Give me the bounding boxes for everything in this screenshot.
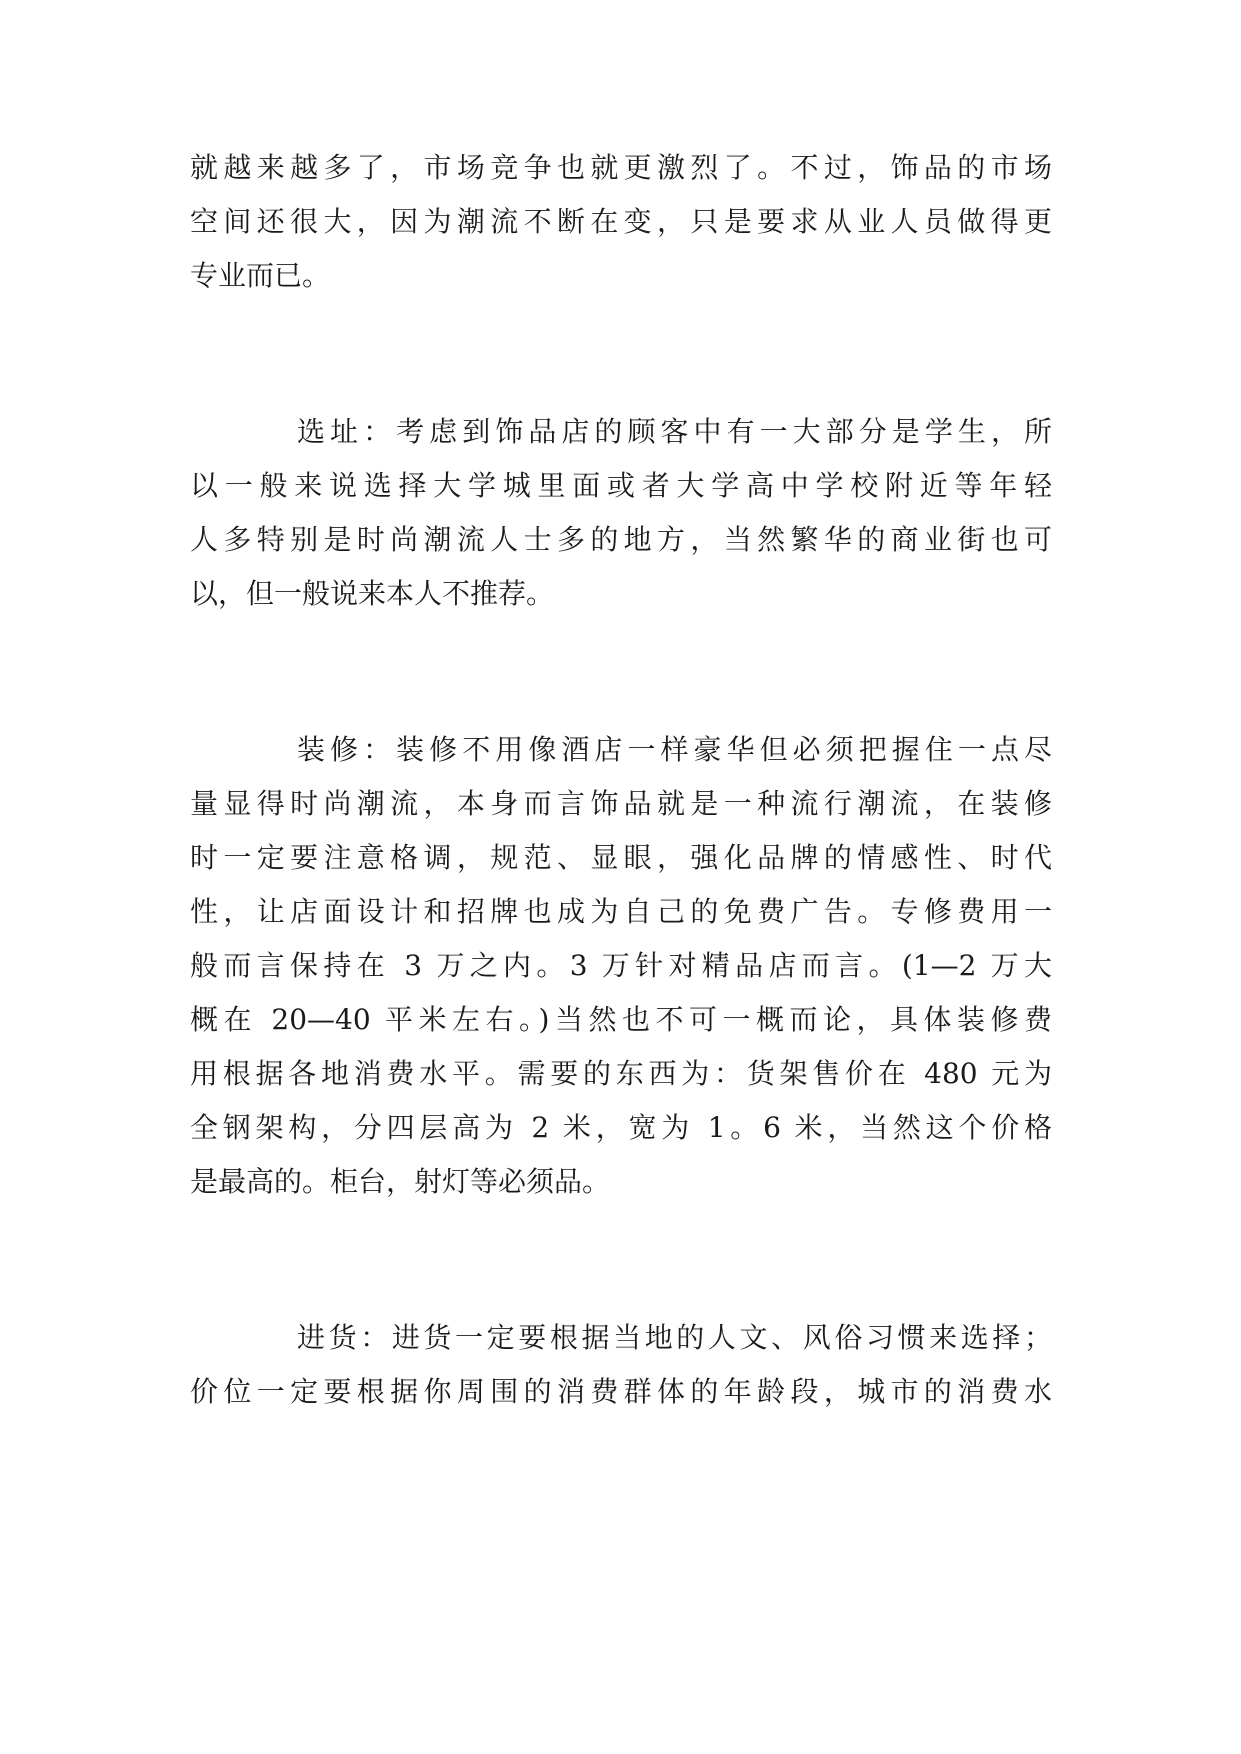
paragraph-decor-line-3: 时一定要注意格调，规范、显眼，强化品牌的情感性、时代 [190, 841, 1052, 874]
paragraph-decor-line-6: 概在 20—40 平米左右。)当然也不可一概而论，具体装修费 [190, 1003, 1052, 1036]
paragraph-site-line-1: 选址：考虑到饰品店的顾客中有一大部分是学生，所 [297, 415, 1052, 448]
paragraph-1-line-1: 就越来越多了，市场竞争也就更激烈了。不过，饰品的市场 [190, 151, 1052, 184]
paragraph-decor-line-1: 装修：装修不用像酒店一样豪华但必须把握住一点尽 [297, 733, 1052, 766]
paragraph-stock-line-1: 进货：进货一定要根据当地的人文、风俗习惯来选择； [297, 1321, 1052, 1354]
paragraph-decor-line-8: 全钢架构，分四层高为 2 米，宽为 1。6 米，当然这个价格 [190, 1111, 1052, 1144]
paragraph-stock-line-2: 价位一定要根据你周围的消费群体的年龄段，城市的消费水 [190, 1375, 1052, 1408]
paragraph-1-line-2: 空间还很大，因为潮流不断在变，只是要求从业人员做得更 [190, 205, 1052, 238]
paragraph-site-line-4: 以，但一般说来本人不推荐。 [190, 577, 555, 610]
paragraph-site-line-3: 人多特别是时尚潮流人士多的地方，当然繁华的商业街也可 [190, 523, 1052, 556]
paragraph-decor-line-2: 量显得时尚潮流，本身而言饰品就是一种流行潮流，在装修 [190, 787, 1052, 820]
paragraph-decor-line-9: 是最高的。柜台，射灯等必须品。 [190, 1165, 611, 1198]
paragraph-decor-line-4: 性，让店面设计和招牌也成为自己的免费广告。专修费用一 [190, 895, 1052, 928]
paragraph-decor-line-5: 般而言保持在 3 万之内。3 万针对精品店而言。(1—2 万大 [190, 949, 1052, 982]
paragraph-1-line-3: 专业而已。 [190, 259, 331, 292]
paragraph-decor-line-7: 用根据各地消费水平。需要的东西为：货架售价在 480 元为 [190, 1057, 1052, 1090]
paragraph-site-line-2: 以一般来说选择大学城里面或者大学高中学校附近等年轻 [190, 469, 1052, 502]
